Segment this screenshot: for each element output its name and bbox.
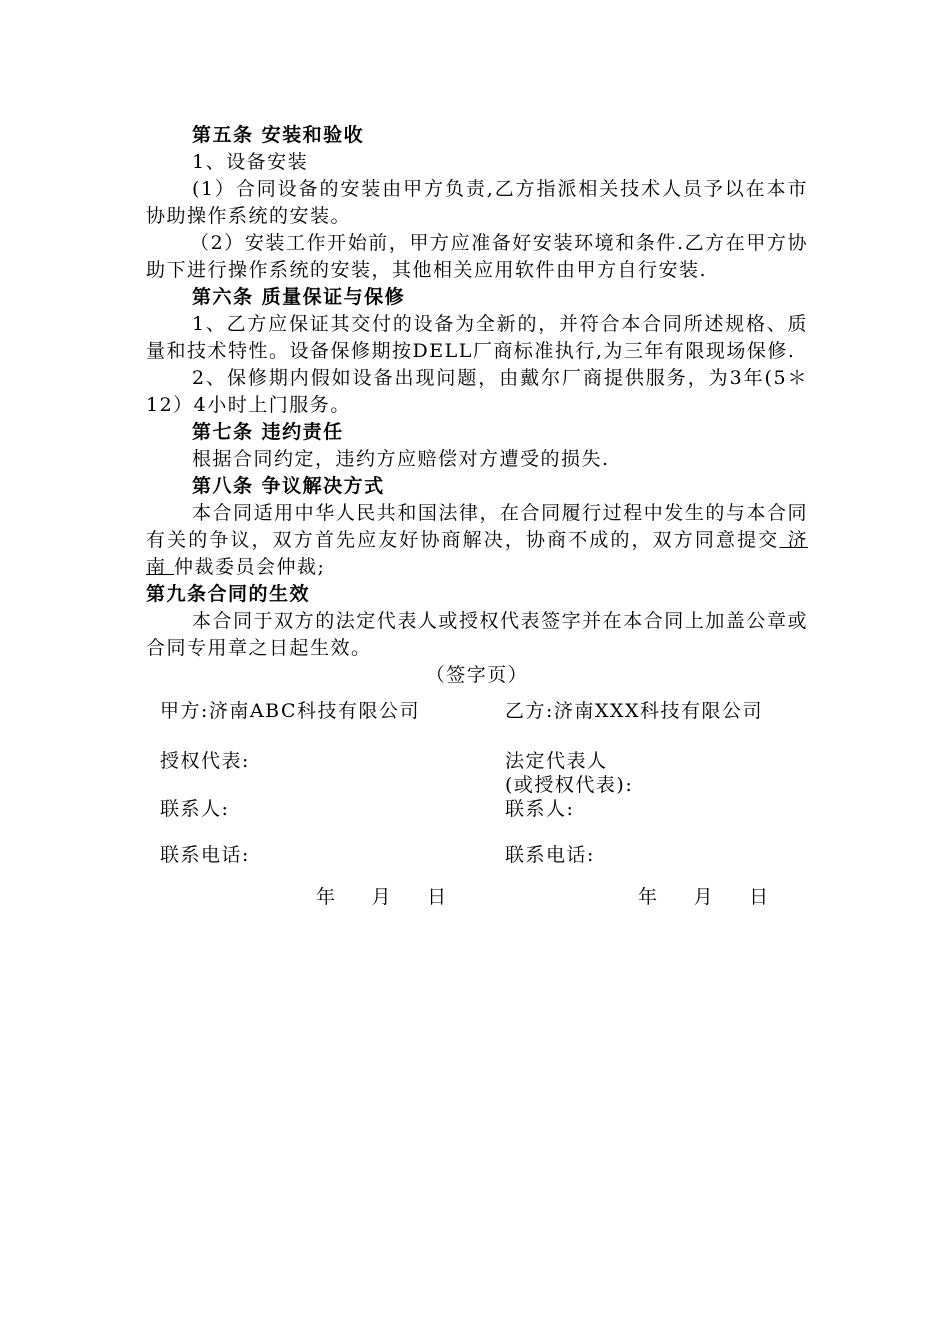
party-a-name: 甲方:济南ABC科技有限公司 <box>160 700 420 722</box>
arbitration-city-blank: 济南 <box>146 529 808 578</box>
party-b-contact: 联系人: <box>505 798 575 820</box>
article8-text-before: 本合同适用中华人民共和国法律，在合同履行过程中发生的与本合同有关的争议，双方首先应友好协商解决，协商不成的，双方同意提交 <box>146 502 808 551</box>
article6-paragraph2: 2、保修期内假如设备出现问题，由戴尔厂商提供服务，为3年(5＊12）4小时上门服务。 <box>146 367 808 416</box>
article7-heading: 第七条 违约责任 <box>192 421 344 443</box>
article8-heading: 第八条 争议解决方式 <box>192 475 385 497</box>
article5-paragraph2: （2）安装工作开始前，甲方应准备好安装环境和条件.乙方在甲方协助下进行操作系统的安装，其他相关应用软件由甲方自行安装. <box>146 232 808 281</box>
article5-heading: 第五条 安装和验收 <box>192 124 365 146</box>
party-b-phone: 联系电话: <box>505 844 595 866</box>
article5-paragraph1: (1）合同设备的安装由甲方负责,乙方指派相关技术人员予以在本市协助操作系统的安装。 <box>146 178 808 227</box>
party-b-name: 乙方:济南XXX科技有限公司 <box>505 700 763 722</box>
article9-paragraph1: 本合同于双方的法定代表人或授权代表签字并在本合同上加盖公章或合同专用章之日起生效。 <box>146 610 808 659</box>
party-b-representative-line1: 法定代表人 <box>505 750 608 772</box>
contract-body <box>146 122 808 689</box>
party-b-date: 年 月 日 <box>638 886 770 908</box>
article8-text-after: 仲裁委员会仲裁; <box>174 556 326 578</box>
party-b-representative-line2: (或授权代表): <box>505 774 634 796</box>
article7-paragraph1: 根据合同约定，违约方应赔偿对方遭受的损失. <box>192 448 610 470</box>
party-a-phone: 联系电话: <box>160 844 250 866</box>
party-a-representative: 授权代表: <box>160 750 250 772</box>
signature-page-title: （签字页） <box>425 664 529 686</box>
party-a-contact: 联系人: <box>160 798 230 820</box>
party-a-date: 年 月 日 <box>316 886 448 908</box>
article9-heading: 第九条合同的生效 <box>146 583 311 605</box>
article5-item1: 1、设备安装 <box>192 151 309 173</box>
article6-heading: 第六条 质量保证与保修 <box>192 286 406 308</box>
article8-paragraph1 <box>146 500 808 581</box>
article6-paragraph1: 1、乙方应保证其交付的设备为全新的，并符合本合同所述规格、质量和技术特性。设备保修期按DELL厂商标准执行,为三年有限现场保修. <box>146 313 808 362</box>
